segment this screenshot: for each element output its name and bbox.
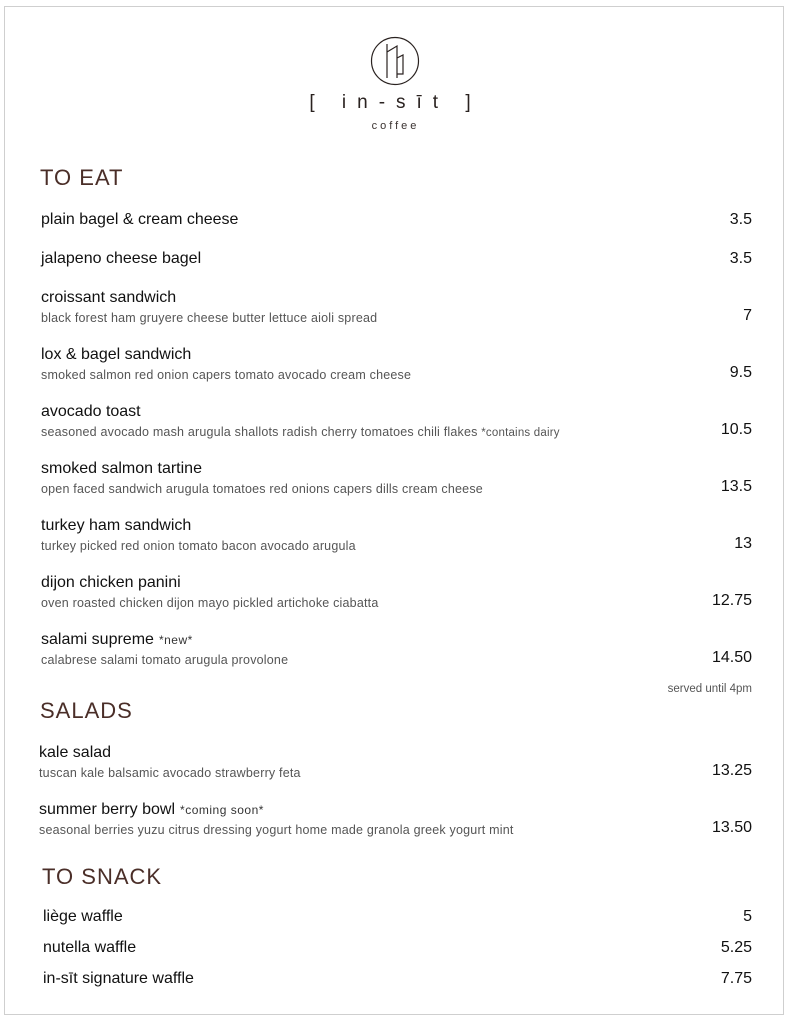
item-name: croissant sandwich — [41, 289, 177, 306]
menu-item — [43, 939, 752, 957]
brand-name: [ in-sīt ] — [309, 92, 482, 113]
item-description: oven roasted chicken dijon mayo pickled artichoke ciabatta — [41, 596, 379, 610]
menu-item — [41, 250, 752, 268]
item-price: 13.5 — [720, 478, 752, 495]
menu-item — [43, 908, 752, 926]
item-description — [41, 425, 752, 439]
item-name: plain bagel & cream cheese — [41, 211, 239, 228]
item-name: in-sīt signature waffle — [43, 970, 194, 987]
menu-item — [39, 744, 752, 780]
item-description: smoked salmon red onion capers tomato avocado cream cheese — [41, 368, 412, 382]
item-description: black forest ham gruyere cheese butter lettuce aioli spread — [41, 311, 378, 325]
item-name: summer berry bowl — [39, 801, 176, 818]
item-price: 3.5 — [729, 250, 752, 267]
item-price: 5 — [743, 908, 752, 925]
item-description: calabrese salami tomato arugula provolone — [41, 653, 289, 667]
menu-item — [41, 574, 752, 610]
item-description: seasonal berries yuzu citrus dressing yogurt home made granola greek yogurt mint — [39, 823, 514, 837]
section-title-to-eat: TO EAT — [40, 165, 124, 190]
item-name: liège waffle — [43, 908, 123, 925]
brand-logo-icon — [370, 36, 420, 86]
section-title-to-snack: TO SNACK — [42, 864, 163, 889]
item-dietary-note: *contains dairy — [481, 427, 560, 439]
item-description: tuscan kale balsamic avocado strawberry feta — [39, 766, 301, 780]
item-price: 9.5 — [729, 364, 752, 381]
menu-item — [39, 801, 752, 837]
item-name: salami supreme — [41, 631, 154, 648]
menu-item — [43, 970, 752, 988]
menu-item — [41, 460, 752, 496]
item-name: lox & bagel sandwich — [41, 346, 192, 363]
item-price: 7 — [743, 307, 752, 324]
item-price: 14.50 — [711, 649, 752, 666]
menu-item — [41, 403, 752, 439]
item-name-row — [41, 631, 752, 649]
item-price: 13.25 — [711, 762, 752, 779]
item-description: turkey picked red onion tomato bacon avocado arugula — [41, 539, 356, 553]
menu-item — [41, 631, 752, 667]
item-description: open faced sandwich arugula tomatoes red onions capers dills cream cheese — [41, 482, 483, 496]
item-tag: *new* — [158, 633, 193, 647]
item-name-row — [39, 801, 752, 819]
item-name: smoked salmon tartine — [41, 460, 202, 477]
item-price: 7.75 — [720, 970, 752, 987]
item-name: kale salad — [39, 744, 112, 761]
menu-item — [41, 211, 752, 229]
section-title-salads: SALADS — [40, 698, 133, 723]
item-price: 5.25 — [720, 939, 752, 956]
menu-item — [41, 517, 752, 553]
item-description-text: seasoned avocado mash arugula shallots radish cherry tomatoes chili flakes — [41, 425, 478, 439]
item-name: nutella waffle — [43, 939, 137, 956]
served-until-note: served until 4pm — [667, 683, 752, 695]
item-name: avocado toast — [41, 403, 141, 420]
item-price: 3.5 — [729, 211, 752, 228]
item-name: dijon chicken panini — [41, 574, 181, 591]
item-tag: *coming soon* — [180, 803, 264, 817]
item-name: turkey ham sandwich — [41, 517, 192, 534]
item-price: 13 — [734, 535, 752, 552]
item-price: 12.75 — [711, 592, 752, 609]
menu-item — [41, 346, 752, 382]
item-price: 13.50 — [711, 819, 752, 836]
item-price: 10.5 — [720, 421, 752, 438]
menu-item — [41, 289, 752, 325]
item-name: jalapeno cheese bagel — [41, 250, 202, 267]
brand-subtitle: coffee — [371, 120, 420, 132]
